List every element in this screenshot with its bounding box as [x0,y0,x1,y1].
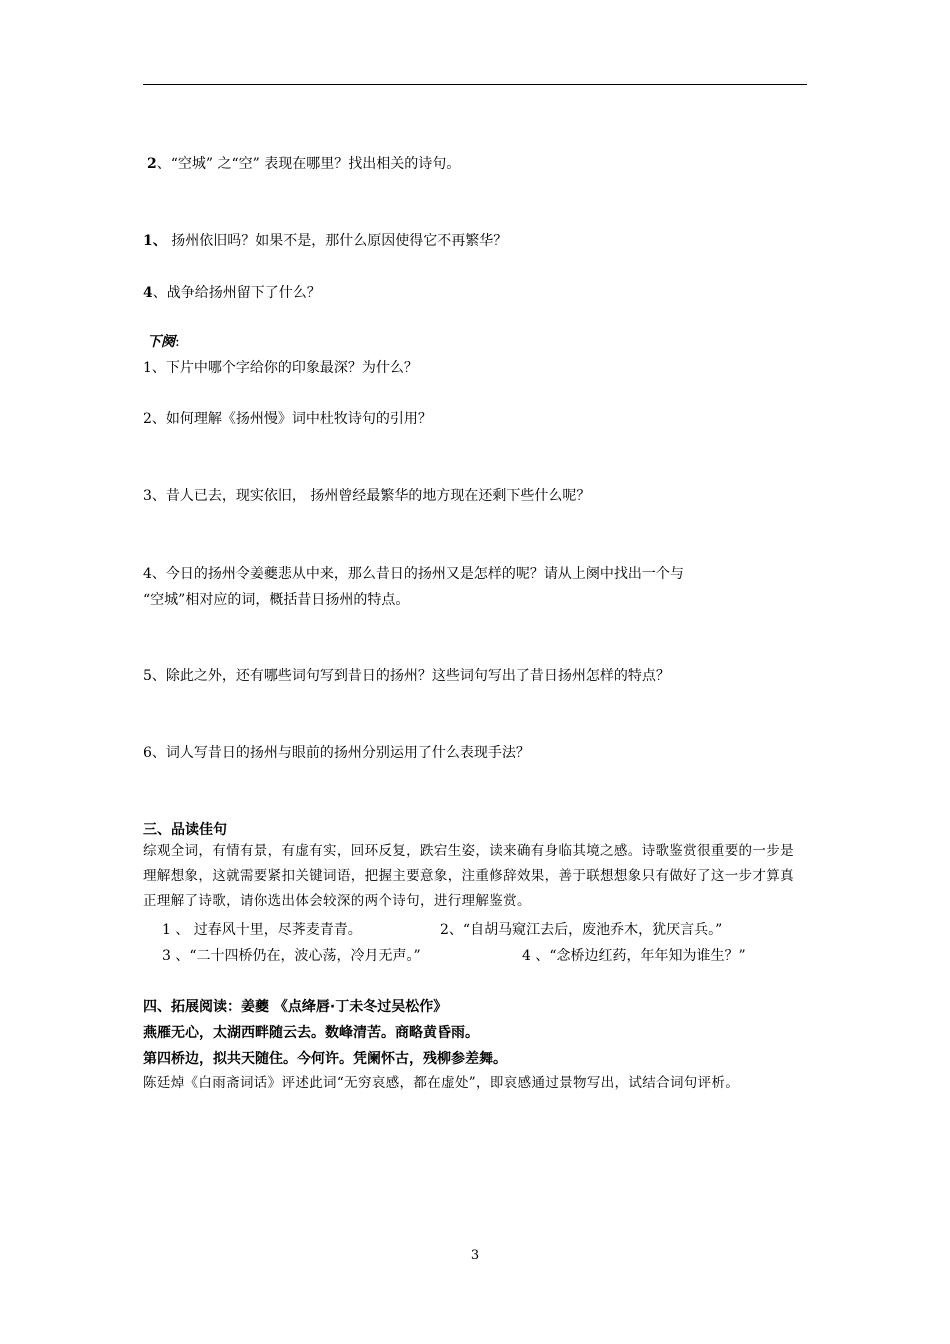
question-kong [147,155,460,173]
poem-line-2: 第四桥边，拟共天随住。今何许。凭阑怀古，残柳参差舞。 [143,1051,507,1067]
question-war [143,284,321,302]
question-number: 1、 [143,233,167,249]
header-rule [143,84,807,85]
section3-item-4: 4 、“念桥边红药，年年知为谁生？” [522,948,746,964]
question-text: 扬州依旧吗？如果不是，那什么原因使得它不再繁华？ [166,233,508,249]
section3-title: 三、品读佳句 [143,822,227,838]
section3-paragraph: 综观全词，有情有景，有虚有实，回环反复，跌宕生姿，读来确有身临其境之感。诗歌鉴赏很重要的一步是理解想象，这就需要紧扣关键词语，把握主要意象，注重修辞效果，善于联想想象只有做好了这一步才算真正理解了诗歌，请你选出体会较深的两个诗句，进行理解鉴赏。 [143,843,794,909]
section4-comment: 陈廷焯《白雨斋词话》评述此词“无穷哀感，都在虚处”，即哀感通过景物写出，试结合词句评析。 [143,1075,740,1091]
question-text: 、战争给扬州留下了什么？ [152,285,321,301]
xiaque-question-5: 5、除此之外，还有哪些词句写到昔日的扬州？这些词句写出了昔日扬州怎样的特点？ [143,668,670,684]
xiaque-question-2: 2、如何理解《扬州慢》词中杜牧诗句的引用？ [143,411,432,427]
xiaque-question-3: 3、昔人已去，现实依旧， 扬州曾经最繁华的地方现在还剩下些什么呢？ [143,488,591,504]
xiaque-heading [147,333,180,351]
xiaque-question-4-cont: “空城”相对应的词，概括昔日扬州的特点。 [143,592,410,608]
section3-item-2: 2、“自胡马窥江去后，废池乔木，犹厌言兵。” [440,922,723,938]
xiaque-colon: : [175,334,180,350]
question-yangzhou [143,232,507,250]
xiaque-question-4: 4、今日的扬州令姜夔悲从中来，那么昔日的扬州又是怎样的呢？请从上阕中找出一个与 [143,566,684,582]
poem-line-1: 燕雁无心，太湖西畔随云去。数峰清苦。商略黄昏雨。 [143,1025,479,1041]
section3-item-1: 1 、 过春风十里，尽荠麦青青。 [162,922,362,938]
section3-item-3: 3 、“二十四桥仍在，波心荡，冷月无声。” [162,948,421,964]
xiaque-question-6: 6、词人写昔日的扬州与眼前的扬州分别运用了什么表现手法？ [143,745,530,761]
section4-title: 四、拓展阅读：姜夔 《点绛唇·丁未冬过吴松作》 [143,999,448,1015]
xiaque-question-1: 1、下片中哪个字给你的印象最深？为什么？ [143,360,418,376]
page-number: 3 [470,1248,480,1263]
question-number: 4 [143,285,153,301]
question-number: 2 [147,156,157,172]
question-text: 、“空城” 之“空” 表现在哪里？找出相关的诗句。 [156,156,461,172]
xiaque-label: 下阕 [147,334,175,350]
